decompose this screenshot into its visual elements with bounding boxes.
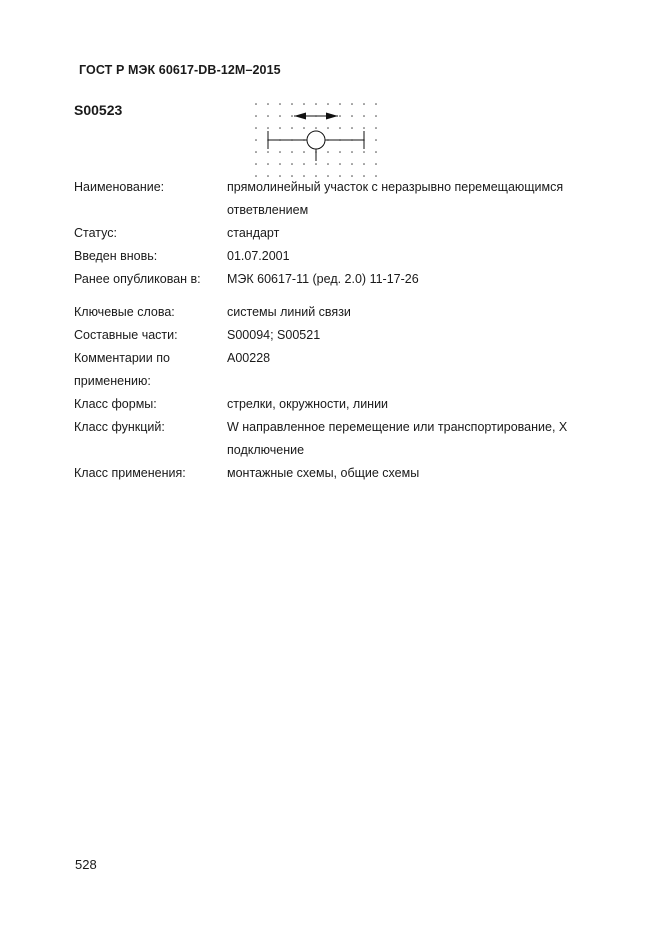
field-label: Класс функций:	[74, 420, 165, 434]
document-header: ГОСТ Р МЭК 60617-DB-12M–2015	[79, 63, 281, 77]
field-value: системы линий связи	[227, 305, 351, 319]
field-introduced	[74, 245, 607, 268]
field-keywords	[74, 301, 607, 324]
field-label: Ключевые слова:	[74, 305, 175, 319]
field-value: монтажные схемы, общие схемы	[227, 466, 420, 480]
field-label: Ранее опубликован в:	[74, 272, 201, 286]
field-value: 01.07.2001	[227, 249, 290, 263]
branch-circle	[307, 131, 325, 149]
field-value: МЭК 60617-11 (ред. 2.0) 11-17-26	[227, 272, 419, 286]
field-label: Комментарии по применению:	[74, 351, 170, 388]
symbol-graphic	[250, 98, 380, 178]
symbol-code: S00523	[74, 102, 123, 118]
page-number: 528	[75, 857, 97, 872]
field-value: прямолинейный участок с неразрывно перемещающимся ответвлением	[227, 180, 564, 217]
field-label: Класс применения:	[74, 466, 186, 480]
field-value: W направленное перемещение или транспортирование, X подключение	[227, 420, 568, 457]
arrow-left-head	[294, 113, 306, 120]
field-value: стандарт	[227, 226, 280, 240]
field-previously-published	[74, 268, 607, 291]
field-value: A00228	[227, 351, 271, 365]
field-label: Составные части:	[74, 328, 178, 342]
arrow-right-head	[326, 113, 338, 120]
field-application-class	[74, 462, 607, 485]
field-label: Введен вновь:	[74, 249, 158, 263]
field-status	[74, 222, 607, 245]
field-label: Класс формы:	[74, 397, 157, 411]
field-value: стрелки, окружности, линии	[227, 397, 389, 411]
field-value: S00094; S00521	[227, 328, 321, 342]
field-comments	[74, 347, 607, 393]
field-label: Наименование:	[74, 180, 165, 194]
field-shape-class	[74, 393, 607, 416]
field-components	[74, 324, 607, 347]
field-function-class	[74, 416, 607, 462]
field-name	[74, 176, 607, 222]
field-label: Статус:	[74, 226, 117, 240]
